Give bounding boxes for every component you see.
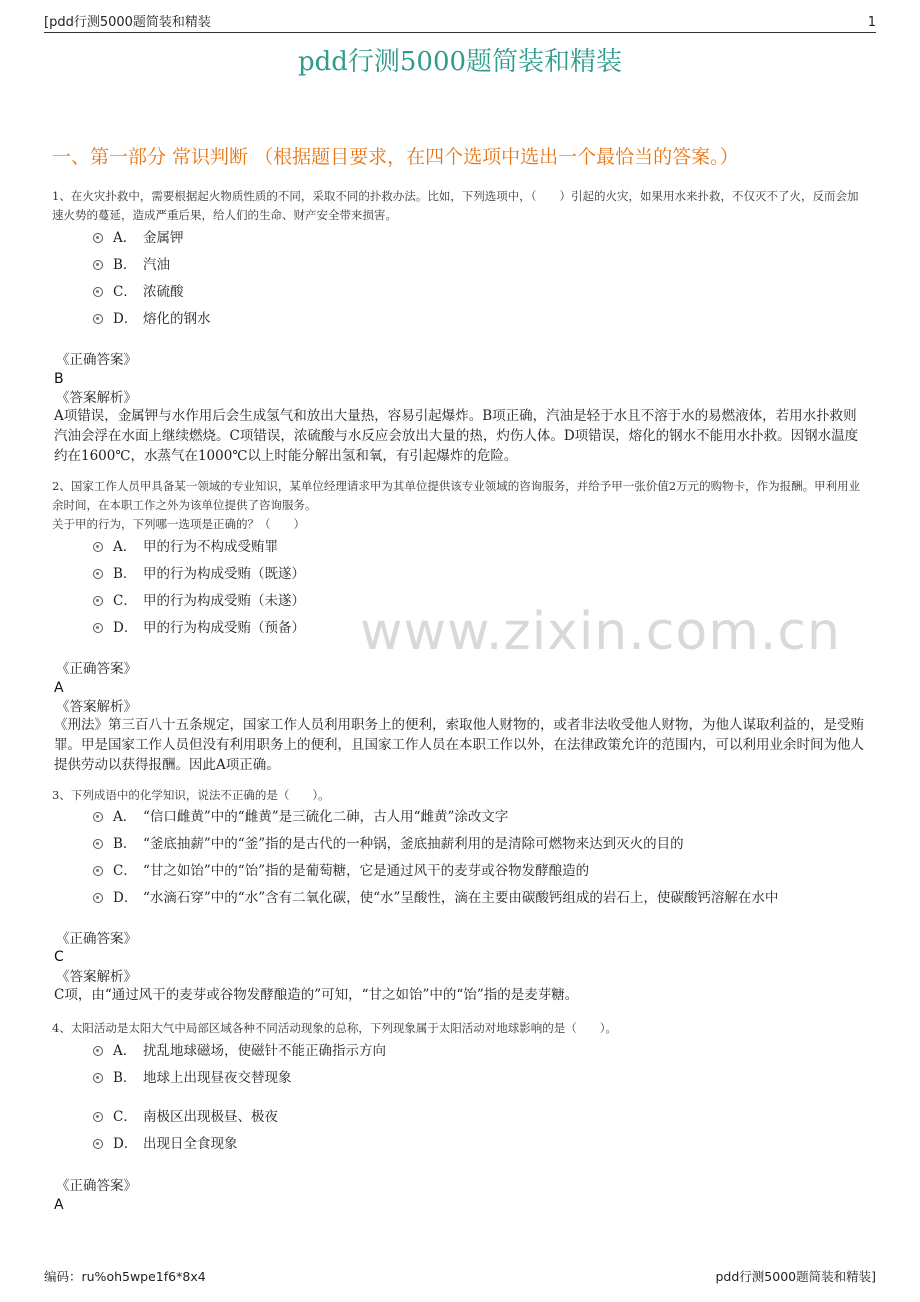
question-1-analysis: A项错误，金属钾与水作用后会生成氢气和放出大量热，容易引起爆炸。B项正确，汽油是轻于水且不溶于水的易燃液体，若用水扑救则汽油会浮在水面上继续燃烧。C项错误，浓硫酸与水反应会放出大量的热，灼伤人体。D项错误，熔化的钢水不能用水扑救。因钢水温度约在1600℃，水蒸气在1000℃以上时能分解出氢和氧，有引起爆炸的危险。 (54, 408, 859, 464)
question-1-option-c[interactable] (93, 281, 873, 303)
question-3-option-b[interactable] (93, 833, 873, 855)
radio-icon[interactable] (93, 542, 103, 552)
option-letter: C． (113, 284, 137, 300)
question-4-option-b[interactable] (93, 1067, 873, 1089)
question-1-answer-label: 《正确答案》 (56, 352, 137, 368)
option-text: “甘之如饴”中的“饴”指的是葡萄糖，它是通过风干的麦芽或谷物发酵酿造的 (143, 863, 590, 879)
section-title: 一、第一部分 常识判断 （根据题目要求，在四个选项中选出一个最恰当的答案。） (52, 146, 739, 168)
radio-icon[interactable] (93, 812, 103, 822)
question-2-option-d[interactable] (93, 617, 873, 639)
question-4-option-a[interactable] (93, 1040, 873, 1062)
option-letter: C． (113, 593, 137, 609)
radio-icon[interactable] (93, 1073, 103, 1083)
header-doc-name: [pdd行测5000题简装和精装 (44, 15, 211, 30)
option-text: 熔化的钢水 (143, 311, 211, 327)
option-letter: A． (113, 230, 137, 246)
option-letter: A． (113, 1043, 137, 1059)
option-text: 浓硫酸 (143, 284, 184, 300)
question-3-analysis: C项，由“通过风干的麦芽或谷物发酵酿造的”可知，“甘之如饴”中的“饴”指的是麦芽糖。 (54, 987, 579, 1003)
question-2-option-a[interactable] (93, 536, 873, 558)
question-1-option-b[interactable] (93, 254, 873, 276)
question-3-option-a[interactable] (93, 806, 873, 828)
radio-icon[interactable] (93, 233, 103, 243)
question-2-analysis: 《刑法》第三百八十五条规定，国家工作人员利用职务上的便利，索取他人财物的，或者非法收受他人财物，为他人谋取利益的，是受贿罪。甲是国家工作人员但没有利用职务上的便利，且国家工作人员在本职工作以外，在法律政策允许的范围内，可以利用业余时间为他人提供劳动以获得报酬。因此A项正确。 (54, 717, 864, 773)
question-3-option-c[interactable] (93, 860, 873, 882)
question-1-option-a[interactable] (93, 227, 873, 249)
option-text: 甲的行为构成受贿（未遂） (143, 593, 305, 609)
question-4-answer: A (54, 1197, 64, 1213)
option-text: 出现日全食现象 (143, 1136, 238, 1152)
radio-icon[interactable] (93, 1112, 103, 1122)
question-2-stem: 2、国家工作人员甲具备某一领域的专业知识，某单位经理请求甲为其单位提供该专业领域的咨询服务，并给予甲一张价值2万元的购物卡，作为报酬。甲利用业余时间，在本职工作之外为该单位提供了咨询服务。 (52, 479, 861, 512)
question-2-answer-label: 《正确答案》 (56, 661, 137, 677)
radio-icon[interactable] (93, 893, 103, 903)
radio-icon[interactable] (93, 314, 103, 324)
option-letter: B． (113, 836, 137, 852)
radio-icon[interactable] (93, 1139, 103, 1149)
question-3-answer: C (54, 949, 64, 965)
radio-icon[interactable] (93, 287, 103, 297)
question-1-option-d[interactable] (93, 308, 873, 330)
option-text: “信口雌黄”中的“雌黄”是三硫化二砷，古人用“雌黄”涂改文字 (143, 809, 509, 825)
option-text: “釜底抽薪”中的“釜”指的是古代的一种锅，釜底抽薪利用的是清除可燃物来达到灭火的目的 (143, 836, 684, 852)
option-letter: A． (113, 809, 137, 825)
footer-code: 编码：ru%oh5wpe1f6*8x4 (44, 1269, 206, 1284)
question-2-option-b[interactable] (93, 563, 873, 585)
option-letter: C． (113, 863, 137, 879)
option-letter: C． (113, 1109, 137, 1125)
option-text: 汽油 (143, 257, 170, 273)
question-4-stem: 4、太阳活动是太阳大气中局部区域各种不同活动现象的总称，下列现象属于太阳活动对地球影响的是（ ）。 (52, 1021, 618, 1035)
document-title: pdd行测5000题简装和精装 (297, 47, 623, 77)
question-3-stem: 3、下列成语中的化学知识，说法不正确的是（ ）。 (52, 788, 330, 802)
question-2-stem-prompt: 关于甲的行为，下列哪一选项是正确的？（ ） (52, 517, 305, 531)
question-3-answer-label: 《正确答案》 (56, 931, 137, 947)
option-text: 甲的行为不构成受贿罪 (143, 539, 278, 555)
radio-icon[interactable] (93, 569, 103, 579)
header-page-number: 1 (867, 15, 876, 30)
option-letter: D． (113, 1136, 138, 1152)
question-1-stem: 1、在火灾扑救中，需要根据起火物质性质的不同，采取不同的扑救办法。比如，下列选项中，（ ）引起的火灾，如果用水来扑救，不仅灭不了火，反而会加速火势的蔓延，造成严重后果，给人们的生命、财产安全带来损害。 (52, 189, 859, 222)
page-header (44, 13, 876, 33)
question-2-analysis-label: 《答案解析》 (56, 699, 137, 715)
option-letter: D． (113, 620, 138, 636)
question-4-option-c[interactable] (93, 1106, 873, 1128)
footer-doc-name: pdd行测5000题简装和精装] (715, 1269, 876, 1284)
option-letter: A． (113, 539, 137, 555)
question-3-analysis-label: 《答案解析》 (56, 969, 137, 985)
option-letter: B． (113, 257, 137, 273)
question-2-option-c[interactable] (93, 590, 873, 612)
option-letter: B． (113, 566, 137, 582)
option-text: 金属钾 (143, 230, 184, 246)
question-3-option-d[interactable] (93, 887, 873, 909)
option-text: “水滴石穿”中的“水”含有二氧化碳，使“水”呈酸性，滴在主要由碳酸钙组成的岩石上，使碳酸钙溶解在水中 (143, 890, 779, 906)
watermark: www.zixin.com.cn (360, 602, 841, 662)
option-text: 地球上出现昼夜交替现象 (143, 1070, 292, 1086)
question-2-answer: A (54, 680, 64, 696)
option-text: 甲的行为构成受贿（预备） (143, 620, 305, 636)
option-letter: D． (113, 311, 138, 327)
question-4-answer-label: 《正确答案》 (56, 1178, 137, 1194)
radio-icon[interactable] (93, 866, 103, 876)
radio-icon[interactable] (93, 260, 103, 270)
option-text: 扰乱地球磁场，使磁针不能正确指示方向 (143, 1043, 386, 1059)
radio-icon[interactable] (93, 596, 103, 606)
radio-icon[interactable] (93, 839, 103, 849)
radio-icon[interactable] (93, 623, 103, 633)
question-1-answer: B (54, 371, 64, 387)
radio-icon[interactable] (93, 1046, 103, 1056)
option-letter: D． (113, 890, 138, 906)
question-4-option-d[interactable] (93, 1133, 873, 1155)
option-text: 南极区出现极昼、极夜 (143, 1109, 278, 1125)
option-letter: B． (113, 1070, 137, 1086)
option-text: 甲的行为构成受贿（既遂） (143, 566, 305, 582)
question-1-analysis-label: 《答案解析》 (56, 390, 137, 406)
